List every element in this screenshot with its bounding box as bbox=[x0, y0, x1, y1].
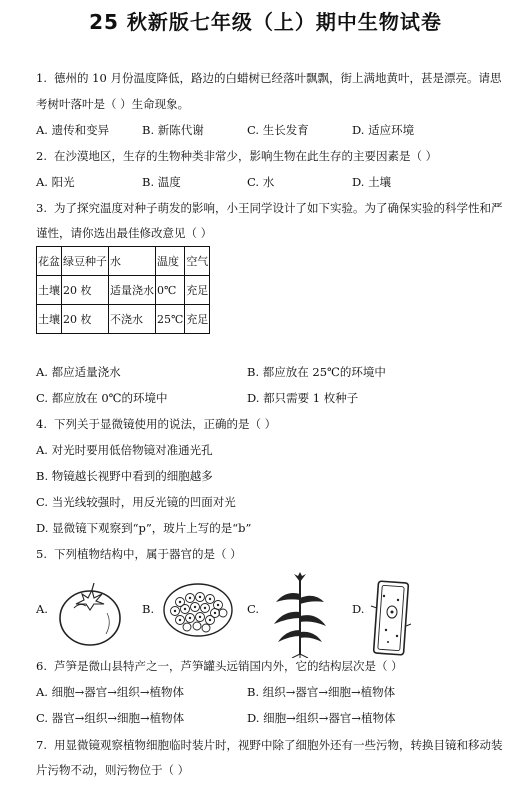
q2-option-a: A. 阳光 bbox=[36, 175, 75, 189]
table-header-cell: 温度 bbox=[156, 247, 185, 276]
q2-stem bbox=[36, 148, 437, 164]
table-header-cell: 水 bbox=[109, 247, 156, 276]
q1-text-b: 考树叶落叶是（ ）生命现象。 bbox=[36, 97, 190, 111]
table-header-cell: 花盆 bbox=[37, 247, 62, 276]
table-row bbox=[37, 305, 210, 334]
q6-option-d: D. 细胞→组织→器官→植物体 bbox=[247, 711, 396, 725]
q2-option-c: C. 水 bbox=[247, 175, 275, 189]
q6-option-b: B. 组织→器官→细胞→植物体 bbox=[247, 685, 396, 699]
q2-option-d: D. 土壤 bbox=[352, 175, 392, 189]
q5-number: 5. bbox=[36, 547, 47, 561]
q4-text: 下列关于显微镜使用的说法，正确的是（ ） bbox=[54, 417, 277, 431]
q7-number: 7. bbox=[36, 738, 47, 752]
q4-option-d: D. 显微镜下观察到“p”，玻片上写的是“b” bbox=[36, 521, 252, 535]
table-cell: 土壤 bbox=[37, 276, 62, 305]
q4-option-a: A. 对光时要用低倍物镜对准通光孔 bbox=[36, 443, 213, 457]
q4-number: 4. bbox=[36, 417, 47, 431]
q3-option-a: A. 都应适量浇水 bbox=[36, 365, 121, 379]
q5-stem bbox=[36, 546, 242, 562]
q1-text-a: 德州的 10 月份温度降低，路边的白蜡树已经落叶飘飘，街上满地黄叶，甚是漂亮。请思 bbox=[54, 71, 502, 85]
q3-stem-line1 bbox=[36, 200, 503, 216]
table-cell: 土壤 bbox=[37, 305, 62, 334]
q5-option-c: C. bbox=[247, 602, 260, 616]
q1-option-c: C. 生长发育 bbox=[247, 123, 309, 137]
q6-text: 芦笋是微山县特产之一，芦笋罐头远销国内外，它的结构层次是（ ） bbox=[54, 659, 403, 673]
q6-number: 6. bbox=[36, 659, 47, 673]
q2-option-b: B. 温度 bbox=[142, 175, 181, 189]
table-cell: 充足 bbox=[185, 276, 210, 305]
q2-text: 在沙漠地区，生存的生物种类非常少，影响生物在此生存的主要因素是（ ） bbox=[54, 149, 438, 163]
table-cell: 20 枚 bbox=[62, 276, 109, 305]
q7-text-a: 用显微镜观察植物细胞临时装片时，视野中除了细胞外还有一些污物，转换目镜和移动装 bbox=[54, 738, 503, 752]
q7-text-b: 片污物不动，则污物位于（ ） bbox=[36, 763, 190, 777]
q7-stem-line1 bbox=[36, 737, 503, 753]
tomato-icon bbox=[52, 578, 128, 650]
table-header-cell: 空气 bbox=[185, 247, 210, 276]
table-header-cell: 绿豆种子 bbox=[62, 247, 109, 276]
table-cell: 不浇水 bbox=[109, 305, 156, 334]
q3-option-b: B. 都应放在 25℃的环境中 bbox=[247, 365, 386, 379]
q6-option-c: C. 器官→组织→细胞→植物体 bbox=[36, 711, 185, 725]
q3-option-d: D. 都只需要 1 枚种子 bbox=[247, 391, 359, 405]
q3-number: 3. bbox=[36, 201, 47, 215]
page-title: 25 秋新版七年级（上）期中生物试卷 bbox=[89, 10, 442, 34]
q3-option-c: C. 都应放在 0℃的环境中 bbox=[36, 391, 168, 405]
plant-cell-icon bbox=[368, 576, 414, 660]
plant-icon bbox=[268, 572, 332, 658]
q2-number: 2. bbox=[36, 149, 47, 163]
q1-option-a: A. 遗传和变异 bbox=[36, 123, 110, 137]
q1-option-b: B. 新陈代谢 bbox=[142, 123, 204, 137]
table-cell: 适量浇水 bbox=[109, 276, 156, 305]
q4-option-b: B. 物镜越长视野中看到的细胞越多 bbox=[36, 469, 213, 483]
table-row bbox=[37, 276, 210, 305]
q6-stem bbox=[36, 658, 403, 674]
table-header-row bbox=[37, 247, 210, 276]
cell-tissue-icon bbox=[160, 580, 236, 640]
table-cell: 25℃ bbox=[156, 305, 185, 334]
q4-stem bbox=[36, 416, 276, 432]
q3-text-a: 为了探究温度对种子萌发的影响，小王同学设计了如下实验。为了确保实验的科学性和严 bbox=[54, 201, 503, 215]
q5-option-a: A. bbox=[36, 602, 48, 616]
q4-option-c: C. 当光线较强时，用反光镜的凹面对光 bbox=[36, 495, 236, 509]
q5-option-b: B. bbox=[142, 602, 155, 616]
table-cell: 充足 bbox=[185, 305, 210, 334]
q5-text: 下列植物结构中，属于器官的是（ ） bbox=[54, 547, 242, 561]
q1-number: 1. bbox=[36, 71, 47, 85]
experiment-table bbox=[36, 246, 210, 334]
q1-stem-line1 bbox=[36, 70, 501, 86]
table-cell: 0℃ bbox=[156, 276, 185, 305]
q5-option-d: D. bbox=[352, 602, 365, 616]
q6-option-a: A. 细胞→器官→组织→植物体 bbox=[36, 685, 185, 699]
q1-option-d: D. 适应环境 bbox=[352, 123, 415, 137]
q3-text-b: 谨性，请你选出最佳修改意见（ ） bbox=[36, 226, 213, 240]
table-cell: 20 枚 bbox=[62, 305, 109, 334]
